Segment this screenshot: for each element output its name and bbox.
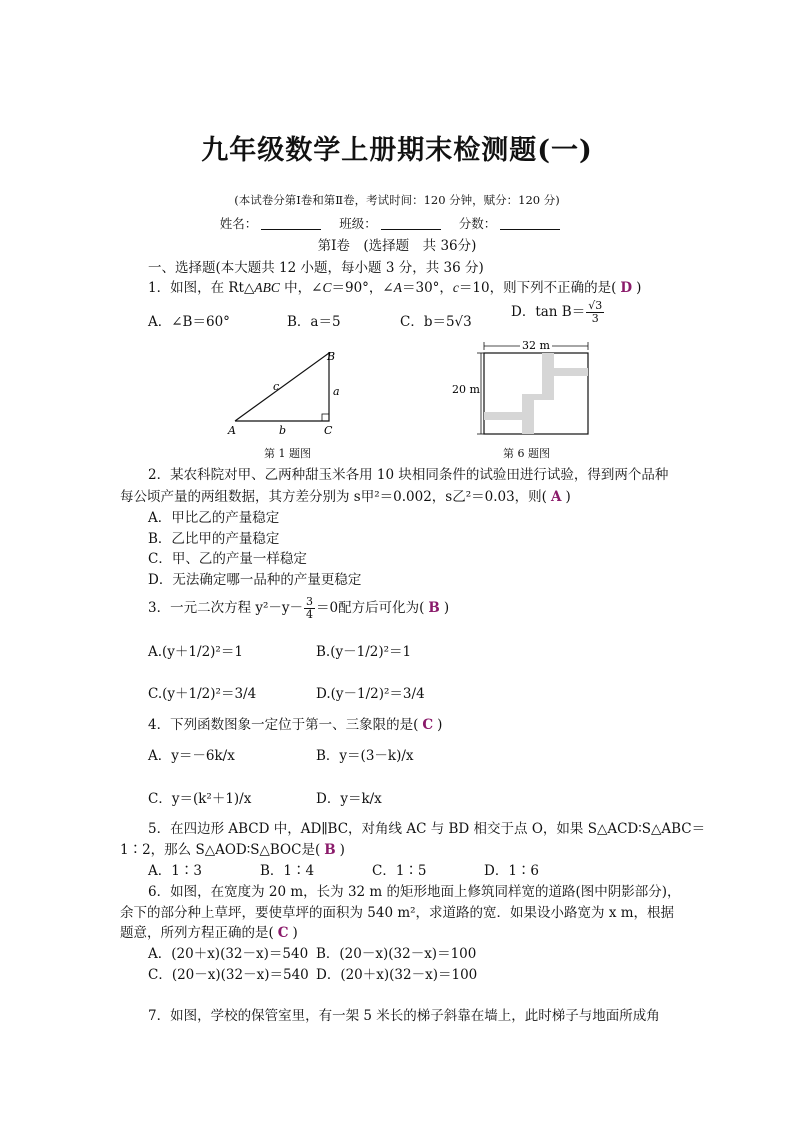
score-blank <box>500 217 560 230</box>
name-label: 姓名： <box>219 216 258 231</box>
q1-option-d: D．tan B＝ $\frac{√3}{3}$ <box>511 299 603 325</box>
question-7-line1: 7．如图，学校的保管室里，有一架 5 米长的梯子斜靠在墙上，此时梯子与地面所成角 <box>148 1008 660 1024</box>
figure-1-caption: 第 1 题图 <box>264 447 311 460</box>
width-label: 32 m <box>522 339 550 352</box>
student-info <box>0 214 794 232</box>
q2-option-c: C．甲、乙的产量一样稳定 <box>148 551 307 567</box>
q1-option-c: C．b＝5√3 <box>400 314 472 330</box>
figure-6-caption: 第 6 题图 <box>503 447 550 460</box>
vertex-b: B <box>327 350 336 363</box>
exam-note: (本试卷分第Ⅰ卷和第Ⅱ卷，考试时间：120 分钟，赋分：120 分) <box>234 193 560 207</box>
q4-option-c: C．y＝(k²＋1)/x <box>148 791 252 807</box>
triangle-shape <box>235 353 329 421</box>
class-label: 班级： <box>339 216 377 231</box>
q6-option-c: C．(20－x)(32－x)＝540 <box>148 967 309 983</box>
side-a: a <box>333 385 340 398</box>
q4-option-d: D．y＝k/x <box>316 791 382 807</box>
question-5-line2: 1∶2，那么 S△AOD∶S△BOC是( B ) <box>120 842 345 858</box>
answer-6: C <box>277 925 289 941</box>
q3-option-b: B.(y－1/2)²＝1 <box>316 644 412 660</box>
question-6-line3: 题意，所列方程正确的是( C ) <box>120 925 298 941</box>
q6-option-d: D．(20＋x)(32－x)＝100 <box>316 967 478 983</box>
q1-option-a: A．∠B＝60° <box>148 314 230 330</box>
question-3-stem: 3．一元二次方程 y²－y－ $\frac{3}{4}$ ＝0配方后可化为( B ) <box>148 595 450 621</box>
figure-6-field <box>450 336 595 442</box>
q6-option-b: B．(20－x)(32－x)＝100 <box>316 946 477 962</box>
answer-5: B <box>324 842 336 858</box>
score-label: 分数： <box>458 216 497 231</box>
q3-option-d: D.(y－1/2)²＝3/4 <box>316 686 425 702</box>
q5-option-b: B．1∶4 <box>260 863 315 879</box>
q4-option-b: B．y＝(3－k)/x <box>316 748 414 764</box>
page-title: 九年级数学上册期末检测题(一) <box>201 135 593 166</box>
q6-option-a: A．(20＋x)(32－x)＝540 <box>148 946 309 962</box>
q3-option-a: A.(y＋1/2)²＝1 <box>148 644 243 660</box>
figure-1-triangle <box>225 348 350 443</box>
question-2-line1: 2．某农科院对甲、乙两种甜玉米各用 10 块相同条件的试验田进行试验，得到两个品种 <box>148 467 669 483</box>
q5-option-c: C．1∶5 <box>372 863 427 879</box>
name-blank <box>261 217 321 230</box>
q5-option-d: D．1∶6 <box>484 863 540 879</box>
field-rectangle <box>484 353 588 434</box>
answer-4: C <box>422 717 434 733</box>
question-6-line1: 6．如图，在宽度为 20 m，长为 32 m 的矩形地面上修筑同样宽的道路(图中阴影部分)， <box>148 884 681 900</box>
q4-option-a: A．y＝－6k/x <box>148 748 235 764</box>
question-6-line2: 余下的部分种上草坪，要使草坪的面积为 540 m²，求道路的宽．如果设小路宽为 x m，根据 <box>120 905 675 921</box>
q1-option-b: B．a＝5 <box>287 314 341 330</box>
q2-option-a: A．甲比乙的产量稳定 <box>148 510 280 526</box>
height-label: 20 m <box>452 383 480 396</box>
class-blank <box>381 217 441 230</box>
question-5-line1: 5．在四边形 ABCD 中，AD∥BC，对角线 AC 与 BD 相交于点 O，如果 S△ACD∶S△ABC＝ <box>148 821 706 837</box>
right-angle-mark <box>322 414 329 421</box>
q2-option-b: B．乙比甲的产量稳定 <box>148 531 280 547</box>
answer-3: B <box>428 600 440 616</box>
q3-option-c: C.(y＋1/2)²＝3/4 <box>148 686 257 702</box>
q5-option-a: A．1∶3 <box>148 863 202 879</box>
answer-1: D <box>620 280 633 296</box>
side-b: b <box>279 424 287 437</box>
section-heading: 第Ⅰ卷 (选择题 共 36分) <box>317 238 477 254</box>
side-c: c <box>273 380 280 393</box>
answer-2: A <box>550 489 562 505</box>
vertex-a: A <box>228 424 236 437</box>
part-heading: 一、选择题(本大题共 12 小题，每小题 3 分，共 36 分) <box>148 260 484 276</box>
question-2-line2: 每公顷产量的两组数据，其方差分别为 s甲²＝0.002，s乙²＝0.03，则( A ) <box>120 489 571 505</box>
question-4-stem: 4．下列函数图象一定位于第一、三象限的是( C ) <box>148 717 443 733</box>
question-1-stem: 1．如图，在 Rt△ABC 中，∠C＝90°，∠A＝30°，c＝10，则下列不正确的是( D ) <box>148 280 642 296</box>
vertex-c: C <box>324 424 333 437</box>
q2-option-d: D．无法确定哪一品种的产量更稳定 <box>148 572 362 588</box>
